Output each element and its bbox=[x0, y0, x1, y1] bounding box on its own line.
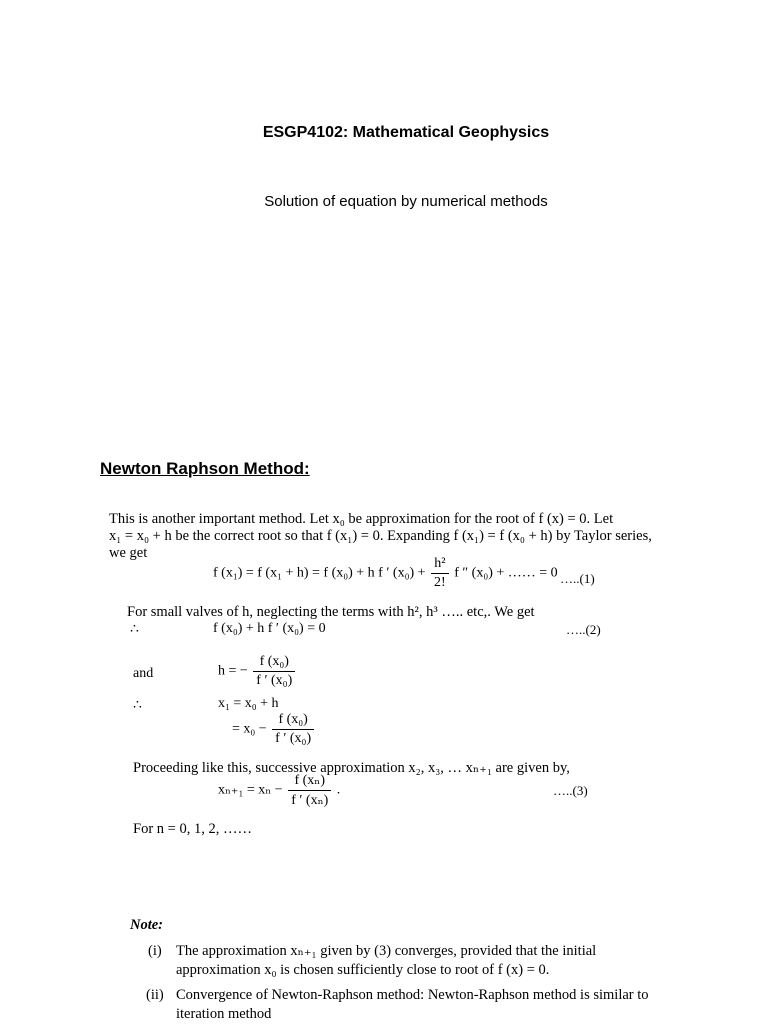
proceeding-line: Proceeding like this, successive approximation x₂, x₃, … xₙ₊₁ are given by, bbox=[133, 760, 570, 776]
h-frac-num: f (x₀) bbox=[253, 654, 295, 672]
eq1-fraction bbox=[431, 556, 449, 591]
for-n-line: For n = 0, 1, 2, …… bbox=[133, 821, 252, 837]
x1-frac-den: f ′ (x₀) bbox=[275, 731, 312, 746]
x1-fraction bbox=[272, 712, 314, 747]
intro-line-3: we get bbox=[109, 545, 148, 561]
equation-2: f (x₀) + h f ′ (x₀) = 0 bbox=[213, 621, 326, 636]
eq3-frac-num: f (xₙ) bbox=[288, 772, 331, 791]
note-item1-line2: approximation x₀ is chosen sufficiently close to root of f (x) = 0. bbox=[176, 962, 550, 978]
intro-line-1: This is another important method. Let x₀ be approximation for the root of f (x) = 0. Let bbox=[109, 511, 614, 527]
eq2-label: …..(2) bbox=[566, 622, 601, 637]
note-item1-line1: The approximation xₙ₊₁ given by (3) converges, provided that the initial bbox=[176, 943, 597, 959]
note-item2-line1: Convergence of Newton-Raphson method: Newton-Raphson method is similar to bbox=[176, 987, 649, 1003]
eq1-left: f (x₁) = f (x₁ + h) = f (x₀) + h f ′ (x₀) + bbox=[213, 565, 426, 581]
equation-1 bbox=[213, 556, 558, 591]
note-label: Note: bbox=[130, 917, 164, 933]
h-equation bbox=[218, 654, 297, 689]
small-values-line: For small valves of h, neglecting the terms with h², h³ ….. etc,. We get bbox=[127, 604, 535, 620]
and-label: and bbox=[133, 666, 154, 681]
note-item1-marker: (i) bbox=[148, 943, 162, 959]
x1-lhs: = x₀ − bbox=[232, 721, 267, 737]
eq1-label: …..(1) bbox=[560, 571, 595, 586]
document-subtitle: Solution of equation by numerical methods bbox=[264, 193, 548, 210]
note-item2-marker: (ii) bbox=[146, 987, 164, 1003]
therefore-symbol-2: ∴ bbox=[133, 698, 142, 713]
intro-line-2: x₁ = x₀ + h be the correct root so that f (x₁) = 0. Expanding f (x₁) = f (x₀ + h) by Taylor series, bbox=[109, 528, 652, 544]
eq3-label: …..(3) bbox=[553, 783, 588, 798]
x1-frac-num: f (x₀) bbox=[272, 712, 314, 730]
note-item2-line2: iteration method bbox=[176, 1006, 272, 1022]
eq1-right: f ″ (x₀) + …… = 0 bbox=[454, 565, 558, 581]
eq3-lhs: xₙ₊₁ = xₙ − bbox=[218, 782, 283, 798]
eq1-frac-den: 2! bbox=[434, 575, 446, 590]
equation-3 bbox=[218, 772, 340, 809]
eq1-frac-num: h² bbox=[431, 556, 449, 574]
eq3-frac-den: f ′ (xₙ) bbox=[291, 793, 329, 808]
section-heading: Newton Raphson Method: bbox=[100, 459, 310, 478]
eq3-tail: . bbox=[336, 782, 341, 798]
document-title: ESGP4102: Mathematical Geophysics bbox=[262, 124, 550, 141]
x1-line-1: x₁ = x₀ + h bbox=[218, 696, 279, 711]
eq3-fraction bbox=[288, 772, 331, 809]
h-frac-den: f ′ (x₀) bbox=[256, 673, 293, 688]
therefore-symbol: ∴ bbox=[130, 622, 139, 637]
x1-line-2 bbox=[232, 712, 316, 747]
h-lhs: h = − bbox=[218, 663, 248, 679]
h-fraction bbox=[253, 654, 295, 689]
